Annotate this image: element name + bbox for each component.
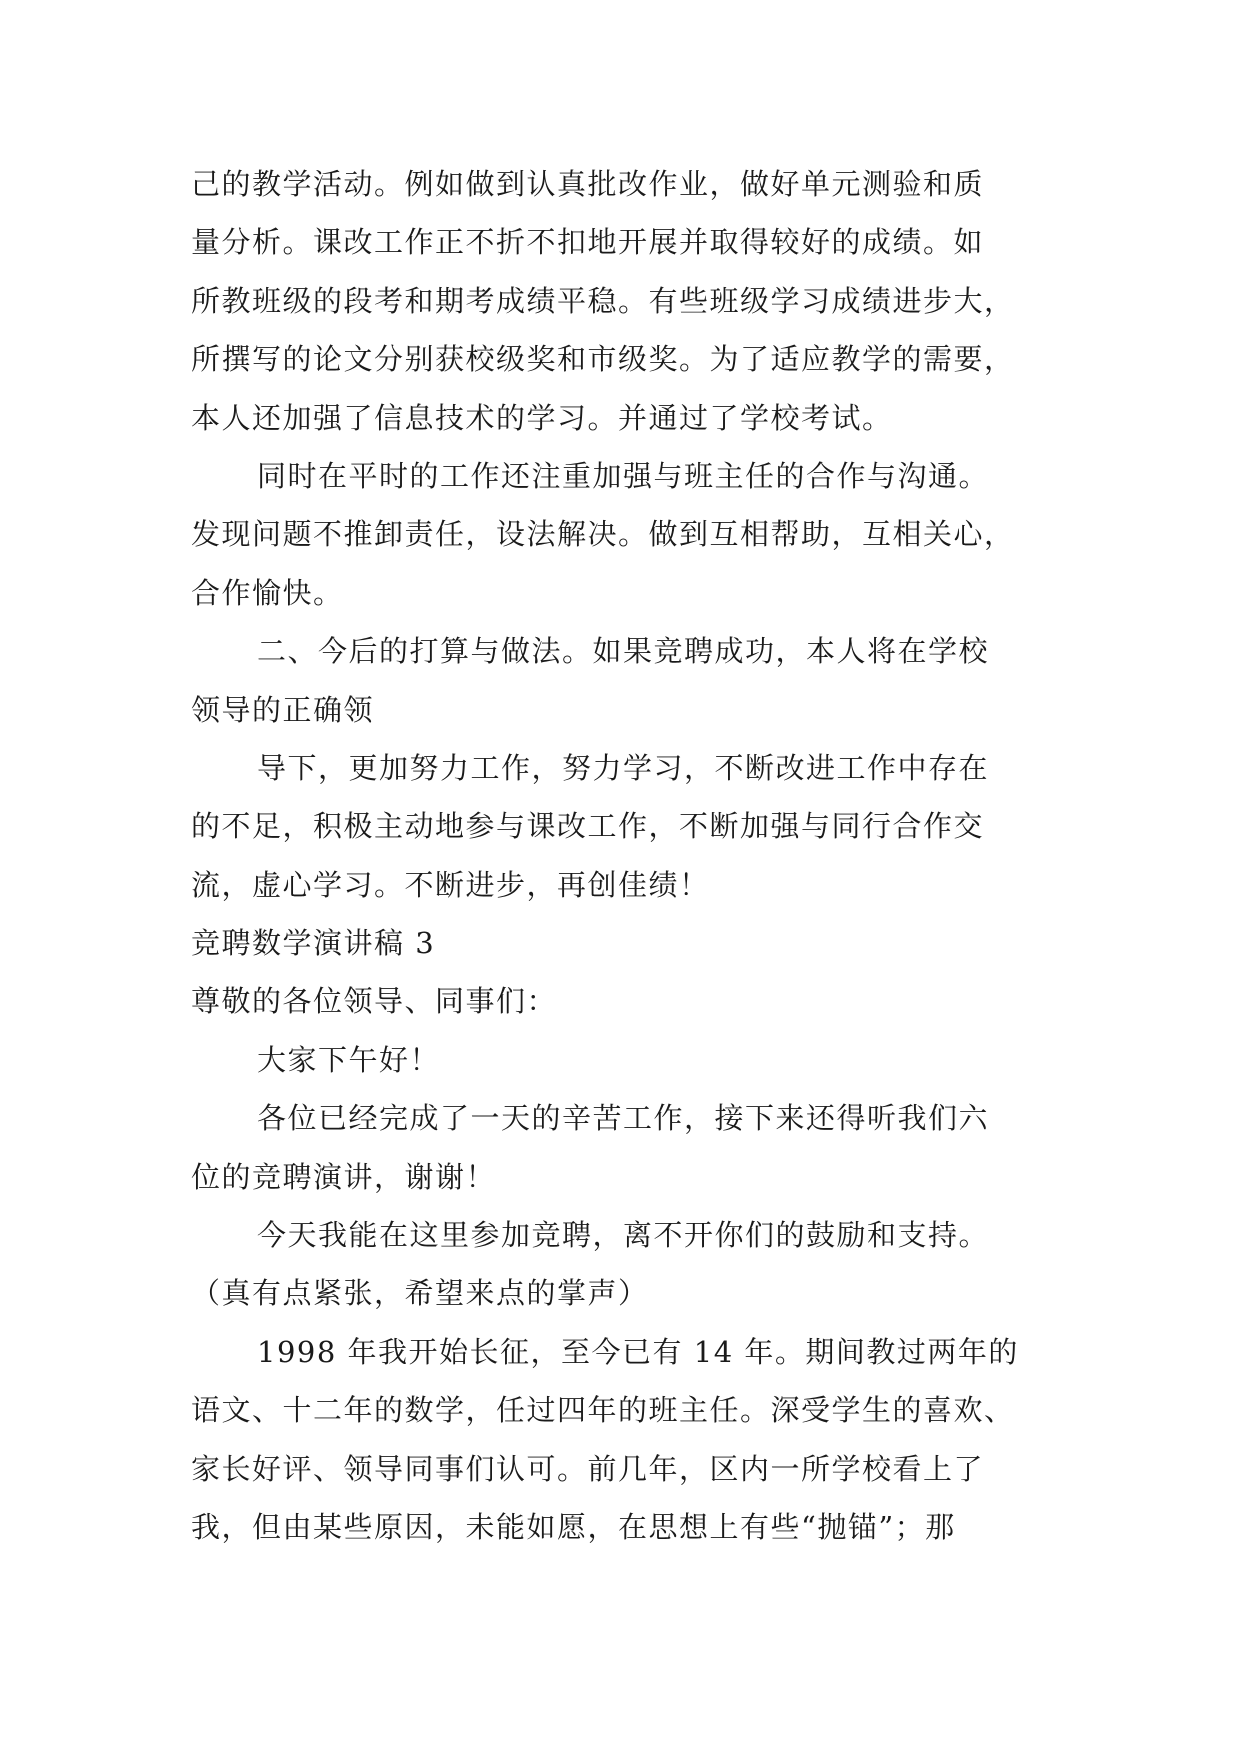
text-line: 所撰写的论文分别获校级奖和市级奖。为了适应教学的需要，: [191, 342, 1015, 377]
text-line: 我，但由某些原因，未能如愿，在思想上有些“抛锚”；那: [191, 1509, 956, 1544]
text-line: 位的竞聘演讲，谢谢！: [191, 1159, 497, 1194]
paragraph-start-line: 1998 年我开始长征，至今已有 14 年。期间教过两年的: [257, 1334, 1019, 1369]
text-line: 的不足，积极主动地参与课改工作，不断加强与同行合作交: [191, 809, 985, 844]
paragraph-start-line: 导下，更加努力工作，努力学习，不断改进工作中存在: [257, 750, 990, 785]
text-line: 发现问题不推卸责任，设法解决。做到互相帮助，互相关心，: [191, 517, 1015, 552]
text-line: 所教班级的段考和期考成绩平稳。有些班级学习成绩进步大，: [191, 283, 1015, 318]
text-line: 量分析。课改工作正不折不扣地开展并取得较好的成绩。如: [191, 225, 985, 260]
text-line: （真有点紧张，希望来点的掌声）: [191, 1276, 649, 1311]
salutation: 尊敬的各位领导、同事们：: [191, 984, 558, 1019]
text-line: 领导的正确领: [191, 692, 375, 727]
text-line: 语文、十二年的数学，任过四年的班主任。深受学生的喜欢、: [191, 1393, 1015, 1428]
text-line: 流，虚心学习。不断进步，再创佳绩！: [191, 867, 710, 902]
section-title: 竞聘数学演讲稿 3: [191, 926, 436, 961]
text-line: 己的教学活动。例如做到认真批改作业，做好单元测验和质: [191, 167, 985, 201]
document-body: [191, 155, 1091, 1556]
text-line: 家长好评、领导同事们认可。前几年，区内一所学校看上了: [191, 1451, 985, 1486]
text-line: 合作愉快。: [191, 575, 344, 610]
greeting: 大家下午好！: [257, 1042, 441, 1077]
paragraph-start-line: 各位已经完成了一天的辛苦工作，接下来还得听我们六: [257, 1101, 990, 1136]
paragraph-start-line: 今天我能在这里参加竞聘，离不开你们的鼓励和支持。: [257, 1218, 990, 1253]
paragraph-start-line: 二、今后的打算与做法。如果竞聘成功，本人将在学校: [257, 634, 990, 669]
text-line: 本人还加强了信息技术的学习。并通过了学校考试。: [191, 400, 893, 435]
paragraph-start-line: 同时在平时的工作还注重加强与班主任的合作与沟通。: [257, 458, 990, 493]
